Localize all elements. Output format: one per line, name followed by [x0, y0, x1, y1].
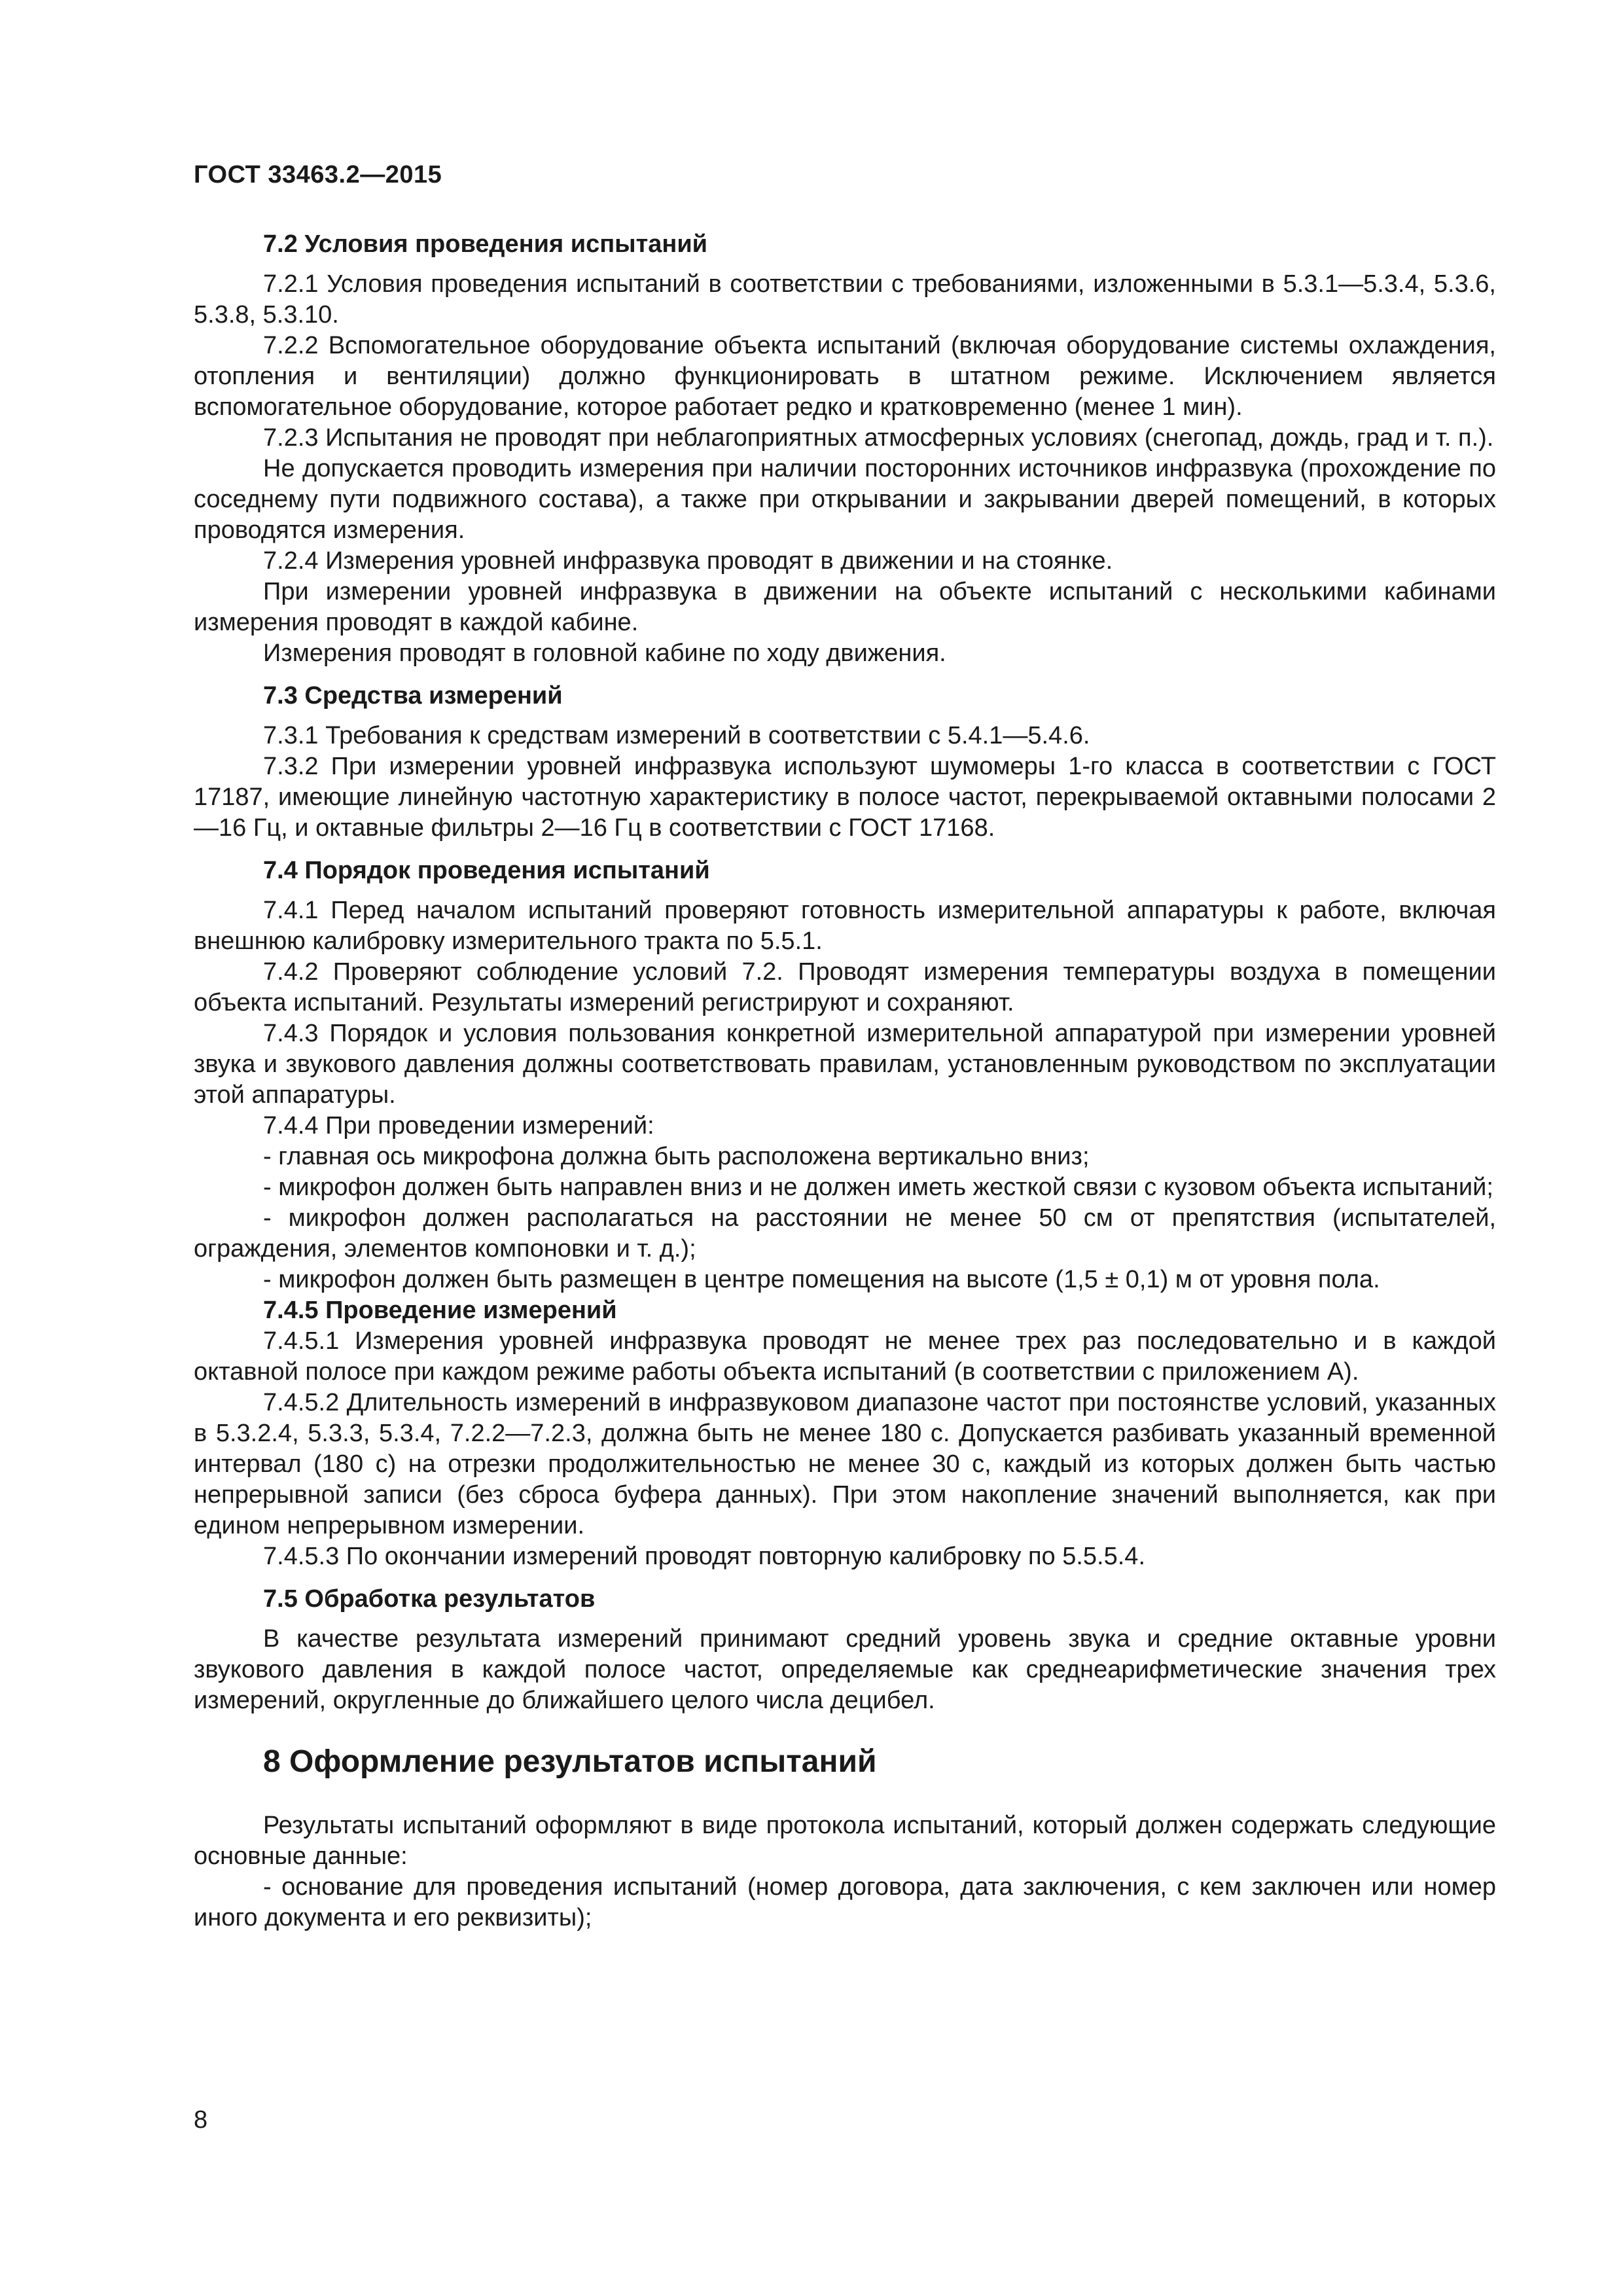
paragraph-7-3-2: 7.3.2 При измерении уровней инфразвука используют шумомеры 1-го класса в соответствии с ГОСТ 17187, имеющие линейную частотную характеристику в полосе частот, перекрываемой октавными полосами 2—16 Гц, и октавные фильтры 2—16 Гц в соответствии с ГОСТ 17168. — [194, 753, 1496, 842]
paragraph-7-2-4: 7.2.4 Измерения уровней инфразвука проводят в движении и на стоянке. — [263, 547, 1113, 575]
paragraph-7-5: В качестве результата измерений принимают средний уровень звука и средние октавные уровни звукового давления в каждой полосе частот, определяемые как среднеарифметические значения трех измерений, округленные до ближайшего целого числа децибел. — [194, 1625, 1496, 1714]
page-number: 8 — [194, 2106, 208, 2134]
list-item-test-basis: - основание для проведения испытаний (номер договора, дата заключения, с кем заключен или номер иного документа и его реквизиты); — [194, 1873, 1496, 1931]
paragraph-7-4-2: 7.4.2 Проверяют соблюдение условий 7.2. Проводят измерения температуры воздуха в помещении объекта испытаний. Результаты измерений регистрируют и сохраняют. — [194, 958, 1496, 1016]
paragraph-7-4-5-1: 7.4.5.1 Измерения уровней инфразвука проводят не менее трех раз последовательно и в каждой октавной полосе при каждом режиме работы объекта испытаний (в соответствии с приложением А). — [194, 1327, 1496, 1386]
list-item-microphone-axis: - главная ось микрофона должна быть расположена вертикально вниз; — [263, 1143, 1090, 1170]
paragraph-7-3-1: 7.3.1 Требования к средствам измерений в соответствии с 5.4.1—5.4.6. — [263, 722, 1090, 749]
list-item-microphone-height: - микрофон должен быть размещен в центре помещения на высоте (1,5 ± 0,1) м от уровня пола. — [263, 1266, 1380, 1293]
section-7-4-5-title: 7.4.5 Проведение измерений — [263, 1297, 617, 1324]
document-code-header: ГОСТ 33463.2—2015 — [194, 161, 442, 188]
paragraph-7-4-4: 7.4.4 При проведении измерений: — [263, 1112, 654, 1139]
section-8-title: 8 Оформление результатов испытаний — [263, 1744, 877, 1779]
list-item-microphone-distance: - микрофон должен располагаться на расстоянии не менее 50 см от препятствия (испытателей, ограждения, элементов компоновки и т. д.); — [194, 1204, 1496, 1263]
section-7-4-title: 7.4 Порядок проведения испытаний — [263, 857, 710, 884]
paragraph-7-2-4-head-cabin: Измерения проводят в головной кабине по ходу движения. — [263, 639, 946, 667]
paragraph-8-intro: Результаты испытаний оформляют в виде протокола испытаний, который должен содержать следующие основные данные: — [194, 1812, 1496, 1870]
paragraph-7-4-5-3: 7.4.5.3 По окончании измерений проводят повторную калибровку по 5.5.5.4. — [263, 1543, 1145, 1570]
list-item-microphone-direction: - микрофон должен быть направлен вниз и не должен иметь жесткой связи с кузовом объекта испытаний; — [263, 1174, 1493, 1201]
paragraph-7-4-5-2: 7.4.5.2 Длительность измерений в инфразвуковом диапазоне частот при постоянстве условий, указанных в 5.3.2.4, 5.3.3, 5.3.4, 7.2.2—7.2.3, должна быть не менее 180 с. Допускается разбивать указанный временной интервал (180 с) на отрезки продолжительностью не менее 30 с, каждый из которых должен быть частью непрерывной записи (без сброса буфера данных). При этом накопление значений выполняется, как при едином непрерывном измерении. — [194, 1389, 1496, 1539]
paragraph-7-2-2: 7.2.2 Вспомогательное оборудование объекта испытаний (включая оборудование системы охлаждения, отопления и вентиляции) должно функционировать в штатном режиме. Исключением является вспомогательное оборудование, которое работает редко и кратковременно (менее 1 мин). — [194, 332, 1496, 421]
paragraph-7-4-1: 7.4.1 Перед началом испытаний проверяют готовность измерительной аппаратуры к работе, включая внешнюю калибровку измерительного тракта по 5.5.1. — [194, 897, 1496, 955]
section-7-5-title: 7.5 Обработка результатов — [263, 1585, 596, 1613]
paragraph-7-2-4-cabins: При измерении уровней инфразвука в движении на объекте испытаний с несколькими кабинами измерения проводят в каждой кабине. — [194, 578, 1496, 636]
paragraph-7-2-3-extra: Не допускается проводить измерения при наличии посторонних источников инфразвука (прохождение по соседнему пути подвижного состава), а также при открывании и закрывании дверей помещений, в которых проводятся измерения. — [194, 455, 1496, 544]
section-7-3-title: 7.3 Средства измерений — [263, 682, 563, 709]
paragraph-7-2-3: 7.2.3 Испытания не проводят при неблагоприятных атмосферных условиях (снегопад, дождь, град и т. п.). — [263, 424, 1494, 452]
paragraph-7-4-3: 7.4.3 Порядок и условия пользования конкретной измерительной аппаратурой при измерении уровней звука и звукового давления должны соответствовать правилам, установленным руководством по эксплуатации этой аппаратуры. — [194, 1020, 1496, 1109]
paragraph-7-2-1: 7.2.1 Условия проведения испытаний в соответствии с требованиями, изложенными в 5.3.1—5.3.4, 5.3.6, 5.3.8, 5.3.10. — [194, 270, 1496, 329]
section-7-2-title: 7.2 Условия проведения испытаний — [263, 230, 708, 258]
document-body — [194, 229, 1496, 1933]
